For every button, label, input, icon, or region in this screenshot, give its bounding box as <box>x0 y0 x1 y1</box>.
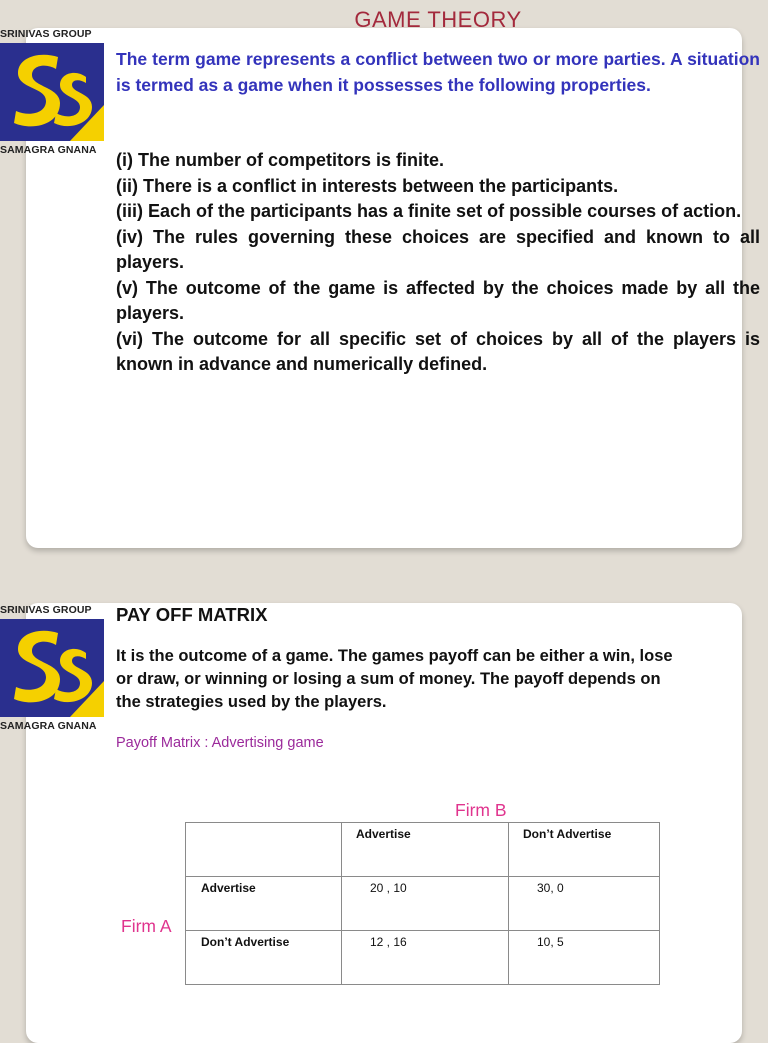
srinivas-logo-2 <box>0 604 104 732</box>
column-header: Advertise <box>356 827 411 841</box>
column-header: Don’t Advertise <box>523 827 612 841</box>
table-row <box>186 931 660 985</box>
property-item: (vi) The outcome for all specific set of choices by all of the players is known in advance and numerically defined. <box>116 328 760 374</box>
column-header-cell <box>509 823 660 877</box>
property-item: (v) The outcome of the game is affected by the choices made by all the players. <box>116 277 760 323</box>
payoff-matrix-table <box>185 822 660 985</box>
payoff-cell <box>509 931 660 985</box>
properties-list <box>116 148 760 378</box>
payoff-cell <box>509 877 660 931</box>
table-header-row <box>186 823 660 877</box>
property-item: (iv) The rules governing these choices are specified and known to all players. <box>116 226 760 272</box>
section-title: PAY OFF MATRIX <box>116 604 268 625</box>
payoff-cell <box>342 931 509 985</box>
payoff-value: 12 , 16 <box>370 935 407 949</box>
column-header-cell <box>342 823 509 877</box>
row-header: Advertise <box>201 881 256 895</box>
payoff-value: 20 , 10 <box>370 881 407 895</box>
payoff-description: It is the outcome of a game. The games payoff can be either a win, lose or draw, or winning or losing a sum of money. The payoff depends on the strategies used by the players. <box>116 647 673 711</box>
corner-cell <box>186 823 342 877</box>
payoff-cell <box>342 877 509 931</box>
srinivas-logo-emblem-icon <box>0 619 104 717</box>
payoff-value: 10, 5 <box>537 935 564 949</box>
logo-bottom-text: SAMAGRA GNANA <box>0 144 97 156</box>
firm-a-label: Firm A <box>121 916 172 936</box>
property-item: (ii) There is a conflict in interests between the participants. <box>116 175 619 196</box>
table-row <box>186 877 660 931</box>
srinivas-logo-emblem-icon <box>0 43 104 141</box>
row-header-cell <box>186 877 342 931</box>
row-header-cell <box>186 931 342 985</box>
intro-paragraph: The term game represents a conflict between two or more parties. A situation is termed as a game when it possesses the following properties. <box>116 49 760 95</box>
matrix-caption: Payoff Matrix : Advertising game <box>116 735 324 751</box>
logo-bottom-text: SAMAGRA GNANA <box>0 720 97 732</box>
page-title: GAME THEORY <box>354 7 522 32</box>
property-item: (i) The number of competitors is finite. <box>116 150 445 170</box>
firm-b-label: Firm B <box>455 800 507 820</box>
row-header: Don’t Advertise <box>201 935 290 949</box>
srinivas-logo-1 <box>0 28 104 156</box>
logo-top-text: SRINIVAS GROUP <box>0 28 92 40</box>
logo-top-text: SRINIVAS GROUP <box>0 604 92 616</box>
payoff-value: 30, 0 <box>537 881 564 895</box>
property-item: (iii) Each of the participants has a finite set of possible courses of action. <box>116 201 742 221</box>
